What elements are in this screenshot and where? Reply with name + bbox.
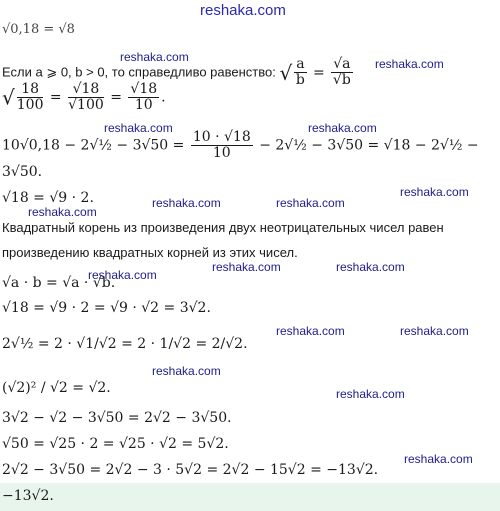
equation-line-10: √50 = √25 · 2 = √25 · √2 = 5√2. <box>2 436 229 452</box>
explanation-text-1: Квадратный корень из произведения двух неотрицательных чисел равен <box>2 220 444 235</box>
cut-top-line: √0,18 = √8 <box>2 22 75 37</box>
equation-line-7: 2√½ = 2 · √1/√2 = 2 · 1/√2 = 2/√2. <box>2 336 248 352</box>
watermark: reshaka.com <box>200 2 286 19</box>
equation-line-9: 3√2 − √2 − 3√50 = 2√2 − 3√50. <box>2 410 232 426</box>
watermark: reshaka.com <box>120 50 189 64</box>
rule-formula: √ $\frac{a}{b}$ = $\frac{√a}{√b}$ <box>279 56 351 88</box>
watermark: reshaka.com <box>212 260 281 274</box>
watermark: reshaka.com <box>88 268 157 282</box>
watermark: reshaka.com <box>400 185 469 199</box>
equation-line-1: √ $\frac{18}{100}$ = $\frac{√18}{√100}$ = $\frac{√18}{10}$ . <box>2 81 166 113</box>
watermark: reshaka.com <box>375 57 444 71</box>
answer-box <box>0 483 500 511</box>
equation-line-2: 10√0,18 − 2√½ − 3√50 = $\frac{10 \cdot √18}{10}$ − 2√½ − 3√50 = √18 − 2√½ − <box>2 129 479 161</box>
equation-line-5: √a · b = √a · √b. <box>2 275 116 291</box>
watermark: reshaka.com <box>336 260 405 274</box>
watermark: reshaka.com <box>400 324 469 338</box>
equation-line-4: √18 = √9 · 2. <box>2 190 94 206</box>
watermark: reshaka.com <box>276 324 345 338</box>
equation-line-11: 2√2 − 3√50 = 2√2 − 3 · 5√2 = 2√2 − 15√2 = −13√2. <box>2 462 379 478</box>
answer-value: −13√2. <box>2 488 54 504</box>
equation-line-8: (√2)² / √2 = √2. <box>2 380 111 396</box>
watermark: reshaka.com <box>276 196 345 210</box>
equation-line-3: 3√50. <box>2 164 43 180</box>
explanation-text-2: произведению квадратных корней из этих чисел. <box>2 245 298 260</box>
watermark: reshaka.com <box>404 452 473 466</box>
watermark: reshaka.com <box>104 121 173 135</box>
watermark: reshaka.com <box>336 387 405 401</box>
equation-line-6: √18 = √9 · 2 = √9 · √2 = 3√2. <box>2 300 211 316</box>
watermark: reshaka.com <box>152 364 221 378</box>
rule-label: Если a ⩾ 0, b > 0, то справедливо равенство: <box>2 64 276 80</box>
watermark: reshaka.com <box>308 121 377 135</box>
watermark: reshaka.com <box>152 196 221 210</box>
watermark: reshaka.com <box>28 205 97 219</box>
